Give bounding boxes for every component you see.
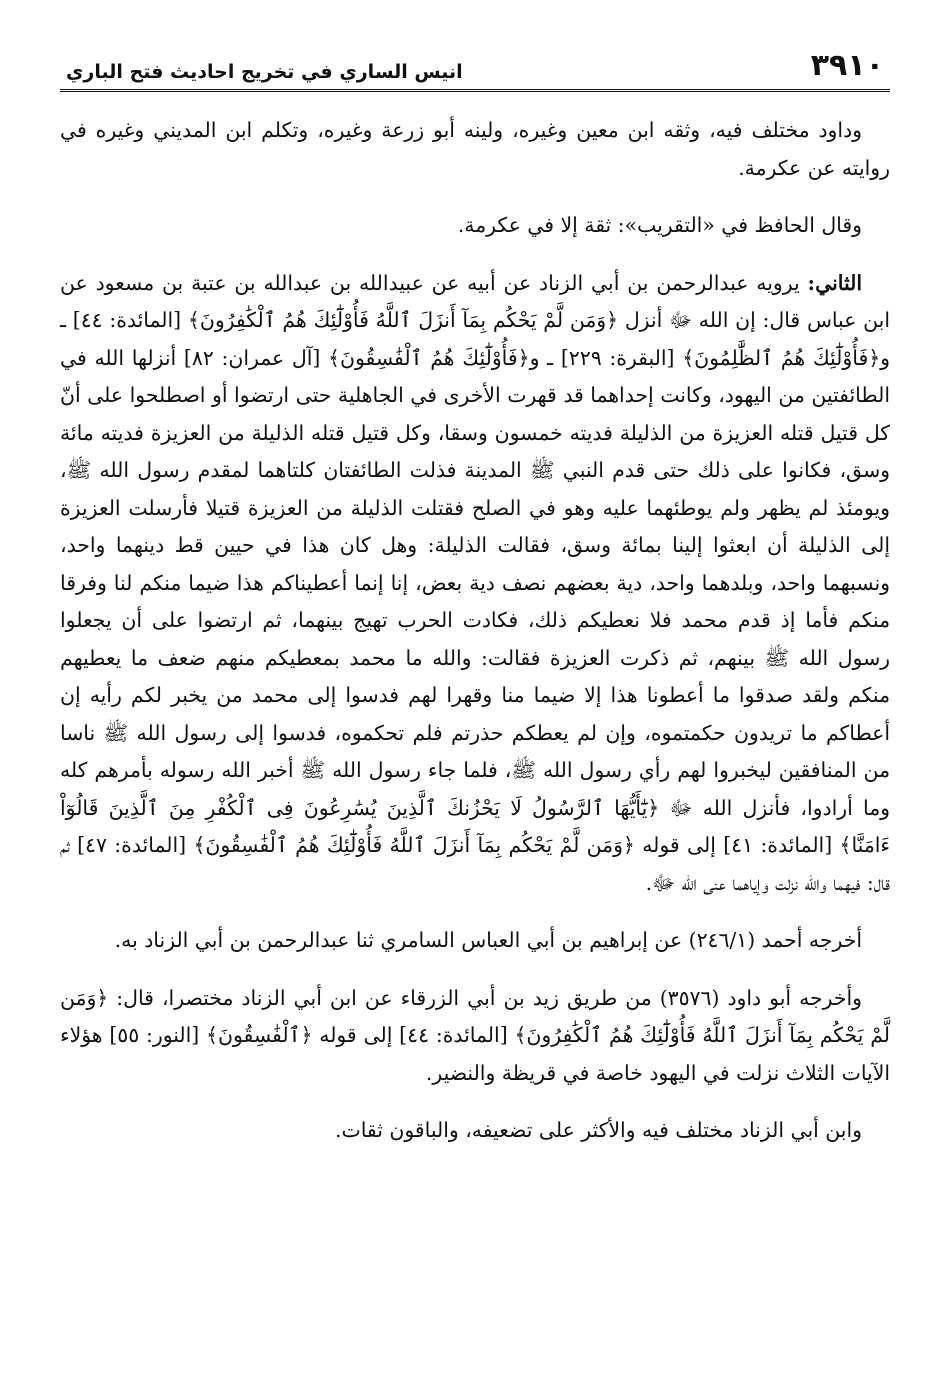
running-header (60, 48, 890, 92)
body-text (60, 112, 890, 1150)
section-lead: الثاني: (807, 270, 862, 295)
paragraph-conclusion: وابن أبي الزناد مختلف فيه والأكثر على تضعيفه، والباقون ثقات. (335, 1118, 862, 1142)
paragraph-abu-dawud-takhrij: وأخرجه أبو داود (٣٥٧٦) من طريق زيد بن أبي الزرقاء عن ابن أبي الزناد مختصرا، قال: ﴿وَمَن لَّمْ يَحْكُم بِمَآ أَنزَلَ ٱللَّهُ فَأُوْلَٰٓئِكَ هُمُ ٱلْكَٰفِرُونَ﴾ [المائدة: ٤٤] إلى قوله ﴿ٱلْفَٰسِقُونَ﴾ [النور: ٥٥] هؤلاء الآيات الثلاث نزلت في اليهود خاصة في قريظة والنضير. (60, 985, 890, 1085)
paragraph-second-narration (60, 265, 890, 903)
paragraph-ahmad-takhrij: أخرجه أحمد (٢٤٦/١) عن إبراهيم بن أبي العباس السامري ثنا عبدالرحمن بن أبي الزناد به. (114, 928, 862, 952)
paragraph-taqrib-quote: وقال الحافظ في «التقريب»: ثقة إلا في عكرمة. (457, 213, 862, 237)
paragraph-narrator-note: وداود مختلف فيه، وثقه ابن معين وغيره، ولينه أبو زرعة وغيره، وتكلم ابن المديني وغيره في روايته عن عكرمة. (60, 118, 890, 180)
book-title: انيس الساري في تخريج احاديث فتح الباري (66, 61, 463, 83)
page-number: ٣٩١٠ (810, 48, 884, 83)
narration-text: يرويه عبدالرحمن بن أبي الزناد عن أبيه عن عبيدالله بن عبدالله بن عتبة بن مسعود عن ابن عباس قال: إن الله ﷻ أنزل ﴿وَمَن لَّمْ يَحْكُم بِمَآ أَنزَلَ ٱللَّهُ فَأُوْلَٰٓئِكَ هُمُ ٱلْكَٰفِرُونَ﴾ [المائدة: ٤٤] ـ و﴿فَأُوْلَٰٓئِكَ هُمُ ٱلظَّٰلِمُونَ﴾ [البقرة: ٢٢٩] ـ و﴿فَأُوْلَٰٓئِكَ هُمُ ٱلْفَٰسِقُونَ﴾ [آل عمران: ٨٢] أنزلها الله في الطائفتين من اليهود، وكانت إحداهما قد قهرت الأخرى في الجاهلية حتى ارتضوا أو اصطلحوا على أنّ كل قتيل قتله العزيزة من الذليلة فديته خمسون وسقا، وكل قتيل قتله الذليلة من العزيزة فديته مائة وسق، فكانوا على ذلك حتى قدم النبي ﷺ المدينة فذلت الطائفتان كلتاهما لمقدم رسول الله ﷺ، ويومئذ لم يظهر ولم يوطئهما عليه وهو في الصلح فقتلت الذليلة من العزيزة قتيلا فأرسلت العزيزة إلى الذليلة أن ابعثوا إلينا بمائة وسق، فقالت الذليلة: وهل كان هذا في حيين قط دينهما واحد، ونسبهما واحد، وبلدهما واحد، دية بعضهم نصف دية بعض، إنا إنما أعطيناكم هذا ضيما منكم لنا وفرقا منكم فأما إذ قدم محمد فلا نعطيكم ذلك، فكادت الحرب تهيج بينهما، ثم ارتضوا على أن يجعلوا رسول الله ﷺ بينهم، ثم ذكرت العزيزة فقالت: والله ما محمد بمعطيكم منهم ضعف ما يعطيهم منكم ولقد صدقوا ما أعطونا هذا إلا ضيما منا وقهرا لهم فدسوا إلى محمد من يخبر لكم رأيه إن أعطاكم ما تريدون حكمتموه، وإن لم يعطكم حذرتم فلم تحكموه، فدسوا إلى رسول الله ﷺ ناسا من المنافقين ليخبروا لهم رأي رسول الله ﷺ، فلما جاء رسول الله ﷺ أخبر الله رسوله بأمرهم كله وما أرادوا، فأنزل الله ﷻ ﴿يَٰٓأَيُّهَا ٱلرَّسُولُ لَا يَحْزُنكَ ٱلَّذِينَ يُسَٰرِعُونَ فِى ٱلْكُفْرِ مِنَ ٱلَّذِينَ قَالُوٓاْ ءَامَنَّا﴾ [المائدة: ٤١] إلى قوله ﴿وَمَن لَّمْ يَحْكُم بِمَآ أَنزَلَ ٱللَّهُ فَأُوْلَٰٓئِكَ هُمُ ٱلْفَٰسِقُونَ﴾ [المائدة: ٤٧] ثم قال: فيهما والله نزلت وإياهما عنى الله ﷻ. (60, 270, 891, 895)
